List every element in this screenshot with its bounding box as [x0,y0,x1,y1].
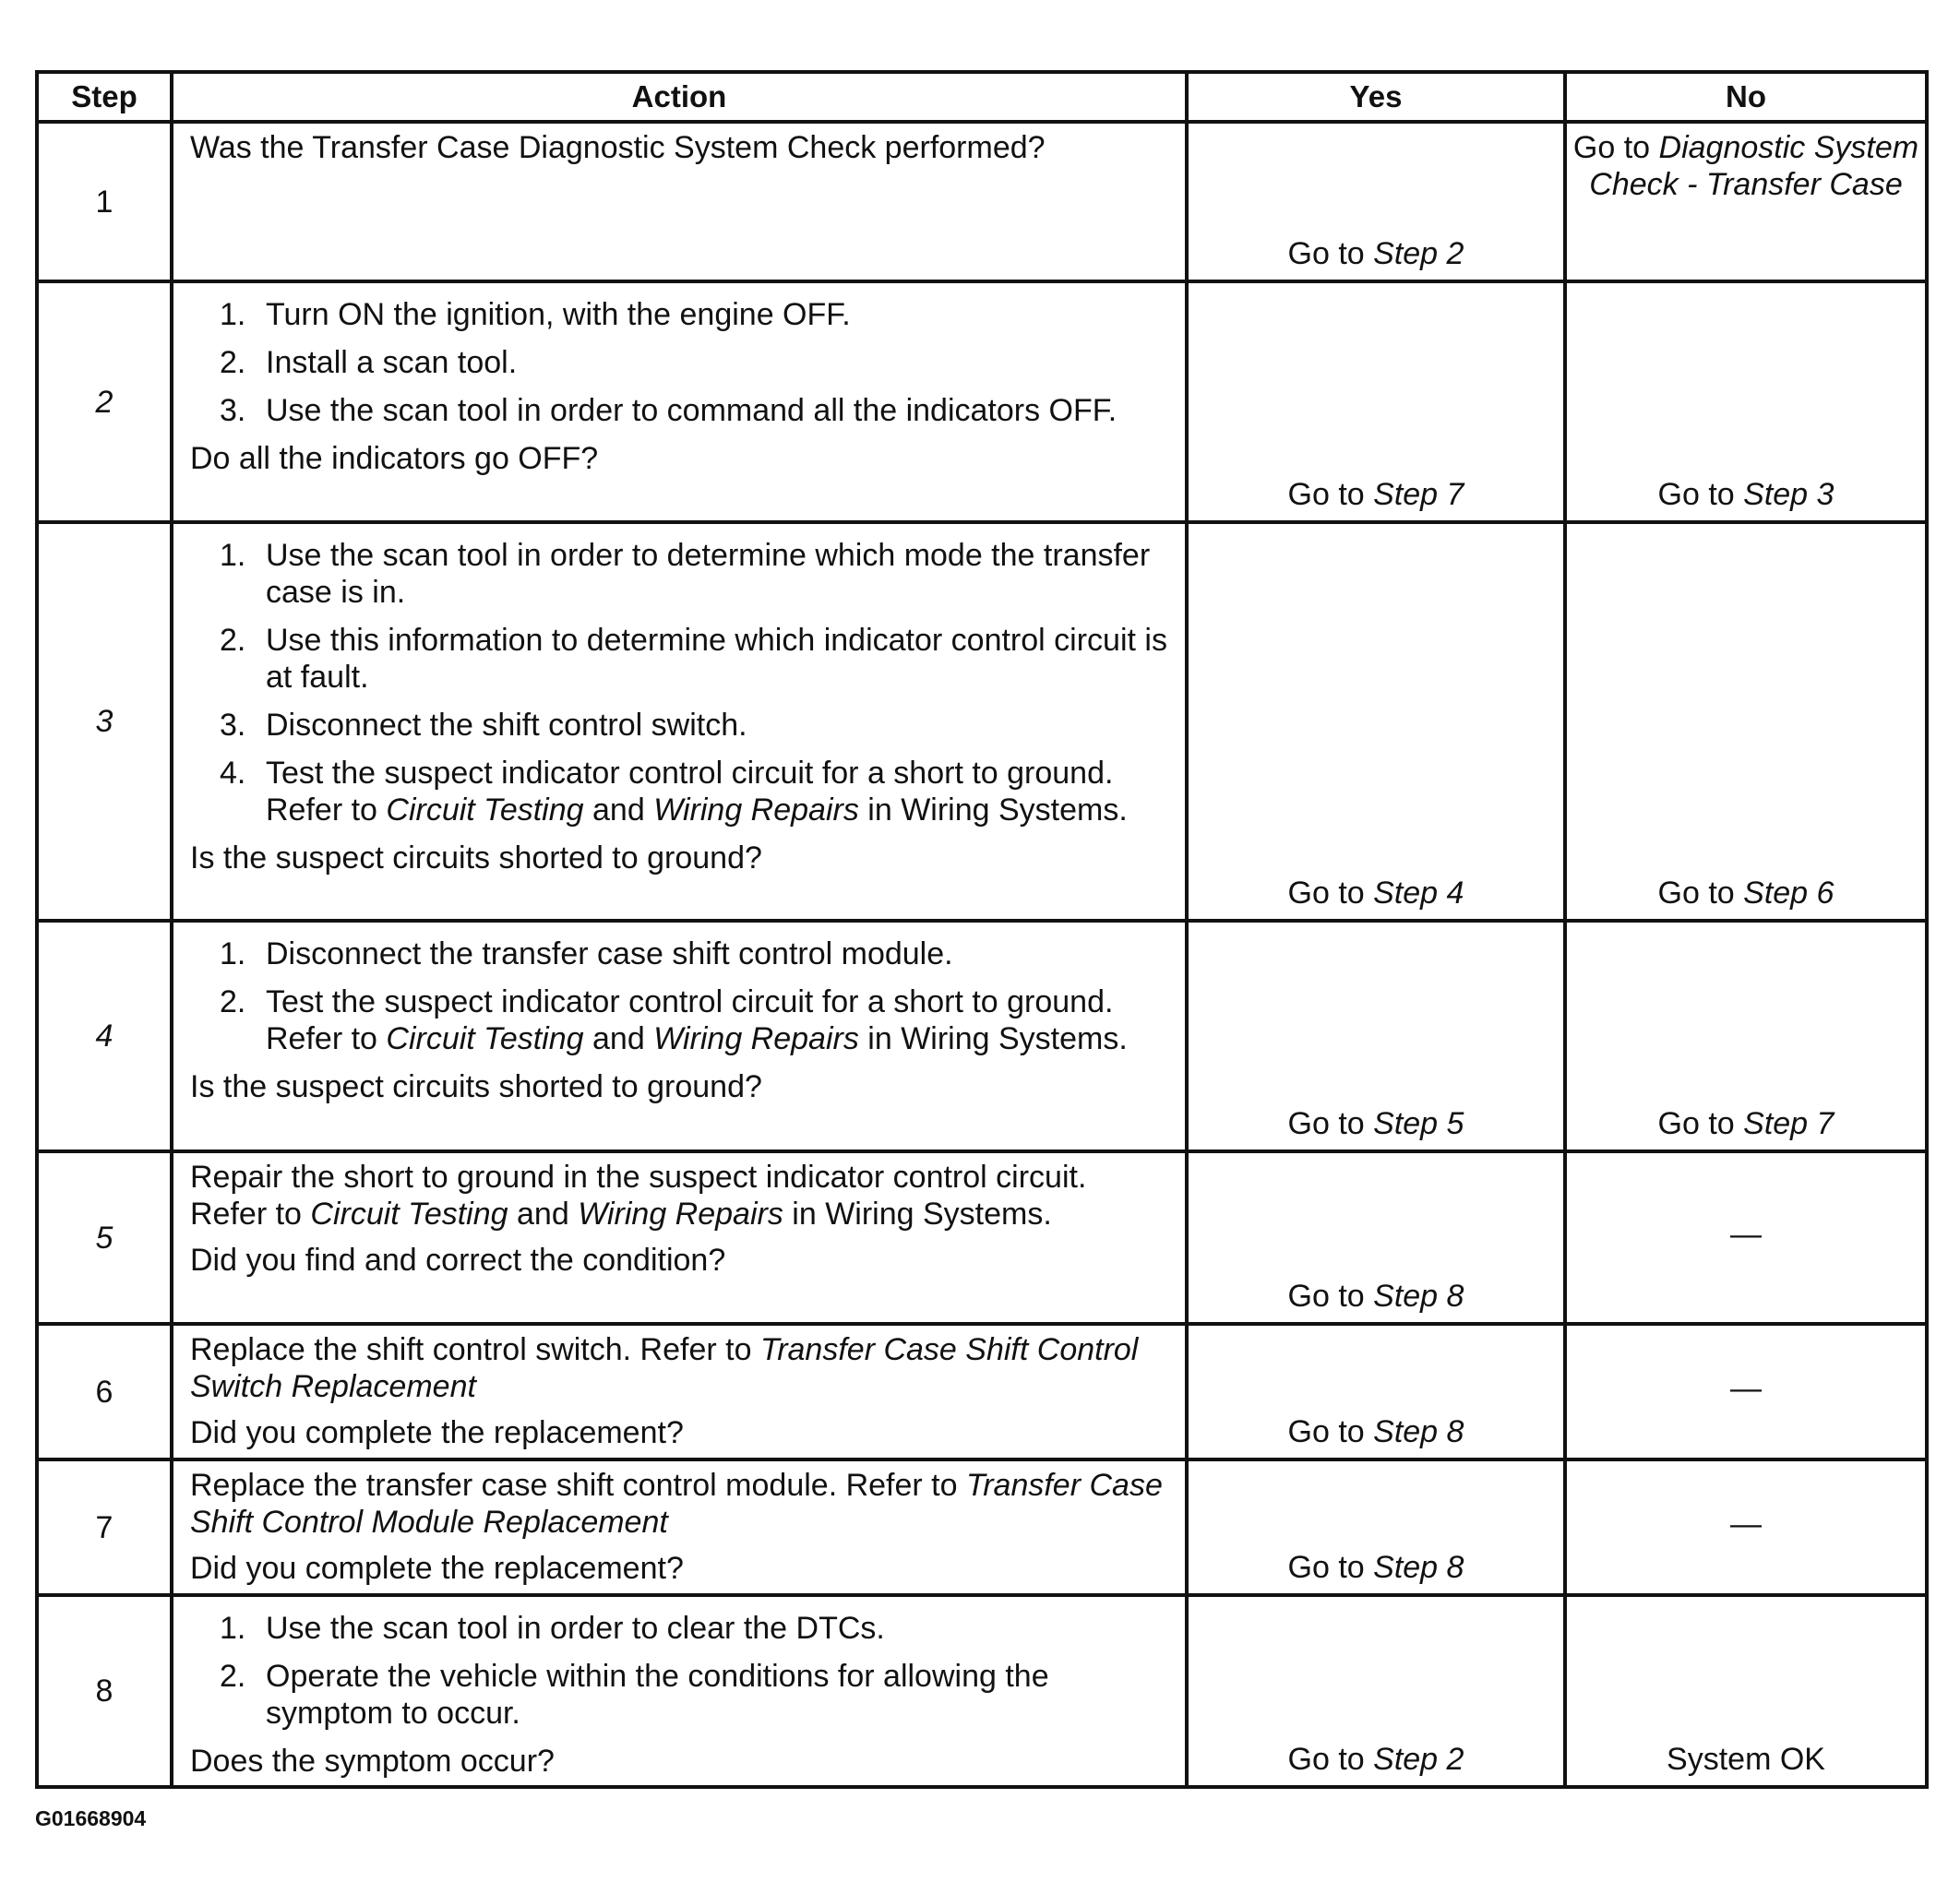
action-cell [172,1459,1187,1595]
no-cell[interactable]: Go to Step 3 [1565,281,1927,522]
no-prefix: Go to [1572,130,1659,165]
no-cell[interactable]: Go to Step 6 [1565,522,1927,921]
list-item: 1. Disconnect the transfer case shift control module. [220,936,953,971]
step-number: 1 [37,122,172,281]
step-number: 6 [37,1324,172,1459]
yes-cell[interactable]: Go to Step 8 [1187,1151,1565,1324]
list-item: 4. Test the suspect indicator control circuit for a short to ground. Refer to Circuit Testing and Wiring Repairs in Wiring Systems. [220,756,1128,828]
question-text: Does the symptom occur? [190,1744,555,1779]
action-cell [172,281,1187,522]
action-cell [172,1151,1187,1324]
step-number: 2 [37,281,172,522]
replacement-procedure-ref[interactable]: Transfer Case Shift Control Module Replacement [190,1468,1163,1540]
step-number: 4 [37,921,172,1151]
table-row-step-6 [37,1324,1927,1459]
diagnostic-table [35,70,1929,1789]
yes-step-link[interactable]: Step 2 [1373,1742,1464,1777]
question-text: Do all the indicators go OFF? [190,441,599,476]
table-row-step-1 [37,122,1927,281]
table-row-step-3 [37,522,1927,921]
question-text: Is the suspect circuits shorted to ground? [190,840,762,876]
no-cell[interactable]: Go to Step 7 [1565,921,1927,1151]
yes-step-link[interactable]: Step 4 [1373,876,1464,911]
table-row-step-4 [37,921,1927,1151]
action-text: Replace the transfer case shift control module. Refer to Transfer Case Shift Control Module Replacement [190,1468,1163,1540]
step-number: 7 [37,1459,172,1595]
table-row-step-8 [37,1595,1927,1787]
header-row [37,72,1927,122]
step-number: 3 [37,522,172,921]
yes-step-link[interactable]: Step 8 [1373,1414,1464,1449]
yes-prefix: Go to [1287,236,1374,271]
action-cell [172,122,1187,281]
no-step-link[interactable]: Step 6 [1743,876,1835,911]
instruction-list [190,537,1168,828]
wiring-repairs-ref[interactable]: Wiring Repairs [653,792,859,828]
header-no: No [1565,72,1927,122]
yes-cell[interactable] [1187,122,1565,281]
table-row-step-7 [37,1459,1927,1595]
no-reference-link[interactable]: Diagnostic System Check - Transfer Case [1589,130,1919,202]
action-cell [172,1595,1187,1787]
yes-cell[interactable]: Go to Step 5 [1187,921,1565,1151]
table-row-step-5 [37,1151,1927,1324]
list-item: 2. Install a scan tool. [220,345,518,380]
no-cell: — [1565,1151,1927,1324]
no-cell: — [1565,1324,1927,1459]
yes-step-link[interactable]: Step 5 [1373,1106,1464,1141]
table-row-step-2 [37,281,1927,522]
list-item: 1. Use the scan tool in order to clear the DTCs. [220,1611,885,1646]
instruction-list [190,1610,1168,1732]
wiring-repairs-ref[interactable]: Wiring Repairs [653,1021,859,1056]
circuit-testing-ref[interactable]: Circuit Testing [386,1021,584,1056]
action-text: Repair the short to ground in the suspect indicator control circuit. Refer to Circuit Testing and Wiring Repairs in Wiring Systems. [190,1160,1087,1232]
list-item: 2. Use this information to determine which indicator control circuit is at fault. [220,623,1167,695]
action-text: Replace the shift control switch. Refer to Transfer Case Shift Control Switch Replacement [190,1332,1139,1404]
yes-cell[interactable]: Go to Step 4 [1187,522,1565,921]
circuit-testing-ref[interactable]: Circuit Testing [386,792,584,828]
no-step-link[interactable]: Step 3 [1743,477,1835,512]
action-cell [172,522,1187,921]
action-cell [172,921,1187,1151]
list-item: 3. Use the scan tool in order to command all the indicators OFF. [220,393,1117,428]
circuit-testing-ref[interactable]: Circuit Testing [310,1197,508,1232]
figure-id: G01668904 [35,1806,147,1830]
yes-cell[interactable]: Go to Step 8 [1187,1324,1565,1459]
no-cell: — [1565,1459,1927,1595]
header-yes: Yes [1187,72,1565,122]
header-action: Action [172,72,1187,122]
question-text: Did you complete the replacement? [190,1551,684,1586]
wiring-repairs-ref[interactable]: Wiring Repairs [578,1197,783,1232]
yes-cell[interactable]: Go to Step 7 [1187,281,1565,522]
action-text: Was the Transfer Case Diagnostic System Check performed? [190,130,1046,165]
list-item: 1. Turn ON the ignition, with the engine OFF. [220,297,851,332]
step-number: 8 [37,1595,172,1787]
no-cell[interactable] [1565,122,1927,281]
yes-step-link[interactable]: Step 8 [1373,1279,1464,1314]
instruction-list [190,935,1168,1057]
yes-step-link[interactable]: Step 2 [1373,236,1464,271]
yes-step-link[interactable]: Step 7 [1373,477,1464,512]
yes-step-link[interactable]: Step 8 [1373,1550,1464,1585]
no-step-link[interactable]: Step 7 [1743,1106,1835,1141]
step-number: 5 [37,1151,172,1324]
question-text: Is the suspect circuits shorted to ground? [190,1069,762,1104]
list-item: 3. Disconnect the shift control switch. [220,708,747,743]
question-text: Did you find and correct the condition? [190,1243,726,1278]
list-item: 1. Use the scan tool in order to determine which mode the transfer case is in. [220,538,1151,610]
instruction-list [190,296,1168,429]
yes-cell[interactable]: Go to Step 2 [1187,1595,1565,1787]
header-step: Step [37,72,172,122]
yes-cell[interactable]: Go to Step 8 [1187,1459,1565,1595]
no-cell: System OK [1565,1595,1927,1787]
action-cell [172,1324,1187,1459]
replacement-procedure-ref[interactable]: Transfer Case Shift Control Switch Replacement [190,1332,1139,1404]
question-text: Did you complete the replacement? [190,1415,684,1450]
list-item: 2. Test the suspect indicator control circuit for a short to ground. Refer to Circuit Testing and Wiring Repairs in Wiring Systems. [220,984,1128,1056]
list-item: 2. Operate the vehicle within the conditions for allowing the symptom to occur. [220,1659,1049,1731]
